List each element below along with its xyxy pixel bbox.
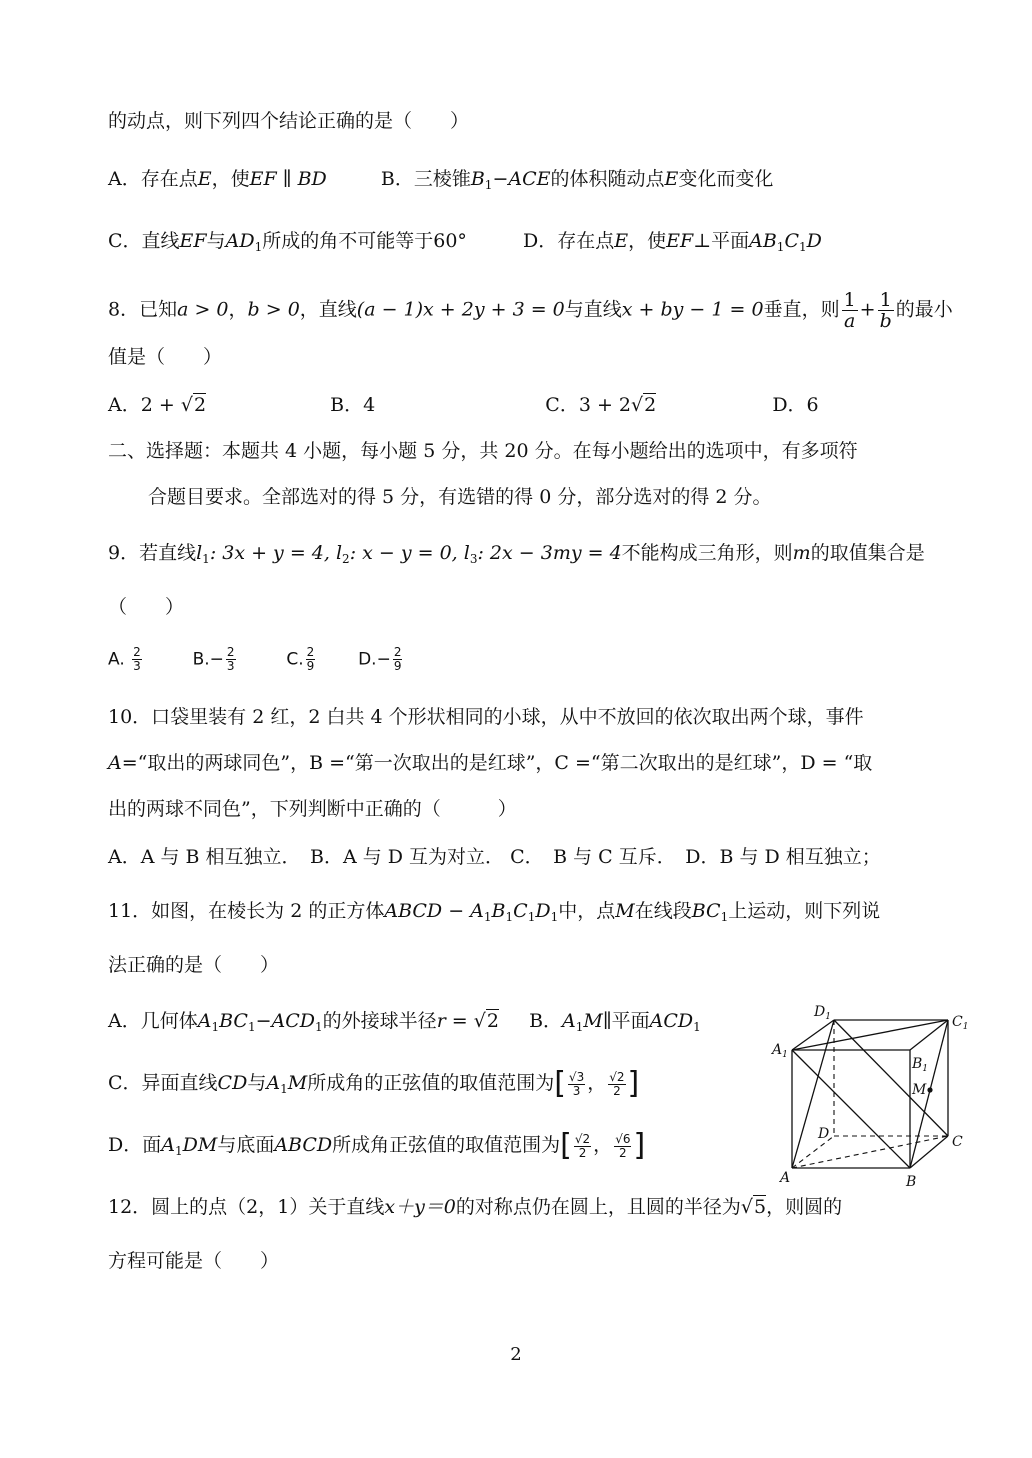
q8-options: A．2 + √2 B．4 C．3 + 2√2 D．6 bbox=[108, 394, 819, 416]
q11-c-text: 与 bbox=[247, 1072, 267, 1094]
math-expr: (a − 1)x + 2y + 3 = 0 bbox=[356, 298, 565, 321]
math-var: M bbox=[615, 900, 635, 922]
subscript: 1 bbox=[174, 1144, 183, 1158]
math-var: AD bbox=[225, 230, 255, 252]
diag-d1a bbox=[792, 1020, 834, 1168]
q9-text: 9．若直线 bbox=[108, 542, 197, 564]
subscript: 1 bbox=[254, 240, 263, 254]
label-a1: $A_1$ bbox=[772, 1042, 788, 1060]
q7-b-text: B．三棱锥 bbox=[380, 168, 471, 190]
q11-option-d bbox=[108, 1128, 646, 1164]
q11-options-ab: A．几何体$A_1BC_1-ACD_1$的外接球半径r = √2 B．$A_1M\parallel$平面$ACD_1$ bbox=[108, 1010, 701, 1034]
math-var: A bbox=[108, 752, 122, 774]
q7-d-text: ，使 bbox=[628, 230, 667, 252]
fraction-sqrt3-3 bbox=[568, 1071, 585, 1098]
fraction-2-9 bbox=[306, 646, 316, 673]
q11-text: 中，点 bbox=[558, 900, 616, 922]
q11-continuation: 法正确的是（ ） bbox=[108, 954, 280, 976]
frac-den: 2 bbox=[613, 1083, 621, 1098]
q11-text: 11．如图，在棱长为 2 的正方体 bbox=[108, 900, 385, 922]
math-expr: a > 0 bbox=[177, 298, 229, 321]
subscript: 1 bbox=[211, 1020, 220, 1034]
q11-c-text: 所成角的正弦值的取值范围为 bbox=[307, 1072, 555, 1094]
q8-text: ， bbox=[228, 298, 248, 321]
point-m bbox=[927, 1087, 932, 1092]
math-var: A bbox=[562, 1010, 576, 1032]
math-var: EF bbox=[179, 230, 207, 252]
math-expr: 2 + bbox=[140, 394, 181, 416]
hidden-diag-ac bbox=[792, 1136, 948, 1168]
cube-figure bbox=[770, 998, 980, 1190]
subscript: 3 bbox=[469, 552, 478, 566]
math-expr: ABCD − A bbox=[384, 900, 484, 922]
q11-a-text: 的外接球半径 bbox=[322, 1010, 437, 1032]
subscript: 1 bbox=[776, 240, 785, 254]
subscript: 1 bbox=[202, 552, 210, 566]
math-var: CD bbox=[217, 1072, 248, 1094]
q8-opt-a: A． bbox=[108, 394, 141, 416]
frac-num: √2 bbox=[574, 1131, 591, 1146]
label-b1: $B_1$ bbox=[912, 1056, 929, 1074]
frac-den: 2 bbox=[578, 1145, 587, 1160]
math-var: A bbox=[161, 1134, 175, 1156]
q11-d-text: 与底面 bbox=[217, 1134, 275, 1156]
q8-opt-b: B．4 bbox=[330, 394, 376, 416]
label-m: M bbox=[912, 1082, 927, 1098]
subscript: 1 bbox=[575, 1020, 584, 1034]
math-var: EF bbox=[666, 230, 694, 252]
q9-continuation: （ ） bbox=[108, 596, 185, 618]
sqrt-arg: 2 bbox=[193, 394, 207, 416]
fraction-sqrt6-2 bbox=[614, 1133, 631, 1160]
math-var: E bbox=[614, 230, 629, 252]
q9-text: 不能构成三角形，则 bbox=[621, 542, 793, 564]
q7-c-text: C．直线 bbox=[108, 230, 180, 252]
q11-stem bbox=[108, 898, 880, 930]
right-bracket: ] bbox=[627, 1066, 640, 1101]
subscript: 1 bbox=[315, 1020, 323, 1034]
q11-d-text: D．面 bbox=[108, 1134, 162, 1156]
q9-opt-b: B.− bbox=[192, 649, 224, 670]
q8-text: 与直线 bbox=[564, 298, 622, 321]
math-var: EF bbox=[249, 168, 277, 190]
math-var: C bbox=[784, 230, 799, 252]
sqrt-arg: 2 bbox=[486, 1010, 499, 1032]
q11-b-text: ∥平面 bbox=[602, 1010, 650, 1032]
q9-opt-d: D.− bbox=[358, 649, 391, 670]
frac-num: 2 bbox=[226, 645, 235, 659]
q12-continuation: 方程可能是（ ） bbox=[108, 1250, 280, 1272]
math-var: D bbox=[535, 900, 551, 922]
sqrt-arg: 2 bbox=[616, 1069, 625, 1084]
q10-text: =“取出的两球同色”，B =“第一次取出的是红球”，C =“第二次取出的是红球”，D = “取 bbox=[121, 752, 873, 774]
math-var: ABCD bbox=[274, 1134, 333, 1156]
subscript: 2 bbox=[342, 552, 350, 566]
sqrt-arg: 5 bbox=[754, 1196, 767, 1218]
q7-options-ab bbox=[108, 166, 773, 198]
label-c: C bbox=[952, 1134, 963, 1150]
comma: ， bbox=[587, 1072, 607, 1094]
math-var: l bbox=[196, 542, 203, 564]
frac-num: 1 bbox=[878, 290, 894, 311]
math-var: AB bbox=[749, 230, 777, 252]
math-var: B bbox=[470, 168, 485, 190]
sqrt-arg: 2 bbox=[582, 1131, 591, 1146]
perp-symbol: ⊥ bbox=[693, 230, 712, 252]
right-bracket: ] bbox=[633, 1128, 646, 1163]
subscript: 1 bbox=[693, 1020, 701, 1034]
math-expr: x + by − 1 = 0 bbox=[621, 298, 764, 321]
subscript: 1 bbox=[720, 910, 729, 924]
section-2-title: 二、选择题：本题共 4 小题，每小题 5 分，共 20 分。在每小题给出的选项中，有多项符 bbox=[108, 440, 858, 462]
q11-text: 上运动，则下列说 bbox=[728, 900, 881, 922]
subscript: 1 bbox=[527, 910, 536, 924]
math-var: ACD bbox=[271, 1010, 316, 1032]
q8-stem bbox=[108, 290, 953, 331]
frac-den: a bbox=[843, 310, 856, 332]
frac-den: 2 bbox=[619, 1145, 627, 1160]
q11-b-text: B． bbox=[529, 1010, 563, 1032]
q7-b-text: 的体积随动点 bbox=[550, 168, 665, 190]
fraction-sqrt2-2 bbox=[574, 1133, 591, 1160]
frac-den: 3 bbox=[572, 1083, 581, 1098]
q7-a-text: ，使 bbox=[211, 168, 250, 190]
q12-text: ，则圆的 bbox=[766, 1196, 843, 1218]
frac-den: 9 bbox=[393, 659, 402, 673]
math-var: A bbox=[266, 1072, 281, 1094]
q7-options-cd bbox=[108, 228, 822, 260]
q9-options bbox=[108, 646, 404, 673]
fraction-1-over-a bbox=[842, 290, 858, 331]
label-b: B bbox=[906, 1174, 917, 1190]
diag-d1c bbox=[834, 1020, 948, 1136]
math-var: BD bbox=[297, 168, 327, 190]
q11-text: 在线段 bbox=[634, 900, 692, 922]
frac-num: 2 bbox=[133, 645, 141, 659]
q10-line-2 bbox=[108, 750, 872, 776]
q7-d-text: D．存在点 bbox=[523, 230, 615, 252]
math-var: l bbox=[463, 542, 470, 564]
frac-num: √2 bbox=[609, 1069, 625, 1084]
math-expr: b > 0 bbox=[247, 298, 300, 321]
q9-opt-a: A. bbox=[108, 649, 125, 670]
section-2-title-cont: 合题目要求。全部选对的得 5 分，有选错的得 0 分，部分选对的得 2 分。 bbox=[148, 486, 772, 508]
math-var: l bbox=[335, 542, 343, 564]
frac-num: 2 bbox=[393, 645, 402, 659]
q8-opt-c: C． bbox=[545, 394, 579, 416]
comma: ， bbox=[593, 1134, 613, 1156]
q11-option-c bbox=[108, 1066, 640, 1102]
edge-b1c1 bbox=[910, 1020, 948, 1050]
q8-continuation: 值是（ ） bbox=[108, 346, 223, 368]
q10-line-3: 出的两球不同色”，下列判断中正确的（ ） bbox=[108, 798, 517, 820]
math-var: BC bbox=[691, 900, 721, 922]
frac-num: 2 bbox=[306, 645, 315, 659]
sqrt-arg: 6 bbox=[622, 1131, 631, 1146]
math-var: E bbox=[664, 168, 679, 190]
math-var: B bbox=[491, 900, 506, 922]
math-var: C bbox=[513, 900, 528, 922]
q9-opt-c: C. bbox=[286, 649, 304, 670]
q11-a-text: A．几何体 bbox=[108, 1010, 198, 1032]
math-expr: x＋y＝0 bbox=[384, 1196, 456, 1218]
diag-a1b bbox=[792, 1050, 910, 1168]
sqrt-arg: 3 bbox=[576, 1069, 585, 1084]
frac-num: 1 bbox=[843, 289, 856, 311]
diag-a1c1 bbox=[792, 1020, 948, 1050]
left-bracket: [ bbox=[560, 1128, 572, 1163]
q8-text: ，直线 bbox=[299, 298, 357, 321]
math-var: M bbox=[583, 1010, 603, 1032]
frac-den: 3 bbox=[133, 659, 141, 673]
math-expr: : 3x + y = 4, bbox=[209, 542, 330, 564]
math-expr: 3 + 2 bbox=[578, 394, 632, 416]
q7-d-text: 平面 bbox=[711, 230, 750, 252]
q12-stem: 12．圆上的点（2，1）关于直线x＋y＝0的对称点仍在圆上，且圆的半径为√5，则圆的 bbox=[108, 1196, 843, 1218]
minus-symbol: − bbox=[492, 168, 509, 190]
frac-den: 9 bbox=[306, 659, 315, 673]
q7-continuation: 的动点，则下列四个结论正确的是（ ） bbox=[108, 110, 470, 132]
q9-stem bbox=[108, 540, 925, 572]
math-expr: : 2x − 3my = 4 bbox=[477, 542, 622, 564]
fraction-2-3 bbox=[226, 646, 236, 673]
math-var: ACD bbox=[649, 1010, 694, 1032]
label-c1: $C_1$ bbox=[952, 1014, 969, 1032]
math-value: 60° bbox=[433, 230, 467, 252]
page-number: 2 bbox=[510, 1344, 522, 1365]
edge-bc bbox=[910, 1136, 948, 1168]
subscript: 1 bbox=[505, 910, 514, 924]
frac-den: b bbox=[879, 310, 892, 332]
q8-opt-d: D．6 bbox=[772, 394, 819, 416]
fraction-1-over-b bbox=[878, 290, 894, 331]
math-var: E bbox=[197, 168, 212, 190]
q7-a-text: A．存在点 bbox=[108, 168, 198, 190]
label-a: A bbox=[780, 1170, 791, 1186]
q10-line-1: 10．口袋里装有 2 红，2 白共 4 个形状相同的小球，从中不放回的依次取出两个球，事件 bbox=[108, 706, 864, 728]
subscript: 1 bbox=[280, 1082, 288, 1096]
q8-text: 垂直，则 bbox=[763, 298, 840, 321]
q11-d-text: 所成角正弦值的取值范围为 bbox=[332, 1134, 561, 1156]
sqrt-arg: 2 bbox=[644, 394, 657, 416]
subscript: 1 bbox=[550, 910, 559, 924]
fraction-2-9 bbox=[393, 646, 403, 673]
math-var: DM bbox=[182, 1134, 218, 1156]
label-d: D bbox=[818, 1126, 830, 1142]
q7-c-text: 与 bbox=[206, 230, 226, 252]
fraction-sqrt2-2 bbox=[608, 1071, 625, 1098]
math-expr: : x − y = 0, bbox=[349, 542, 458, 564]
math-var: M bbox=[287, 1072, 308, 1094]
math-expr: r = bbox=[436, 1010, 474, 1032]
frac-num: √6 bbox=[615, 1131, 631, 1146]
parallel-symbol: ∥ bbox=[282, 168, 292, 190]
minus-symbol: − bbox=[255, 1010, 272, 1032]
math-var: A bbox=[197, 1010, 212, 1032]
q7-c-text: 所成的角不可能等于 bbox=[262, 230, 434, 252]
q7-b-text: 变化而变化 bbox=[678, 168, 774, 190]
math-var: ACE bbox=[508, 168, 551, 190]
frac-num: √3 bbox=[568, 1069, 585, 1084]
plus-symbol: + bbox=[859, 298, 876, 321]
math-var: m bbox=[792, 542, 811, 564]
subscript: 1 bbox=[798, 240, 807, 254]
q12-text: 的对称点仍在圆上，且圆的半径为 bbox=[455, 1196, 741, 1218]
q8-text: 8．已知 bbox=[108, 298, 178, 321]
q8-text: 的最小 bbox=[895, 298, 953, 321]
subscript: 1 bbox=[247, 1020, 256, 1034]
q12-text: 12．圆上的点（2，1）关于直线 bbox=[108, 1196, 385, 1218]
q9-text: 的取值集合是 bbox=[810, 542, 925, 564]
fraction-2-3 bbox=[132, 646, 142, 673]
subscript: 1 bbox=[483, 910, 492, 924]
left-bracket: [ bbox=[554, 1066, 566, 1101]
label-d1: $D_1$ bbox=[814, 1004, 831, 1022]
q11-c-text: C．异面直线 bbox=[108, 1072, 218, 1094]
math-var: BC bbox=[219, 1010, 248, 1032]
q10-options: A．A 与 B 相互独立． B．A 与 D 互为对立． C． B 与 C 互斥． D．B 与 D 相互独立； bbox=[108, 846, 881, 868]
frac-den: 3 bbox=[226, 659, 235, 673]
subscript: 1 bbox=[484, 178, 493, 192]
math-var: D bbox=[806, 230, 822, 252]
